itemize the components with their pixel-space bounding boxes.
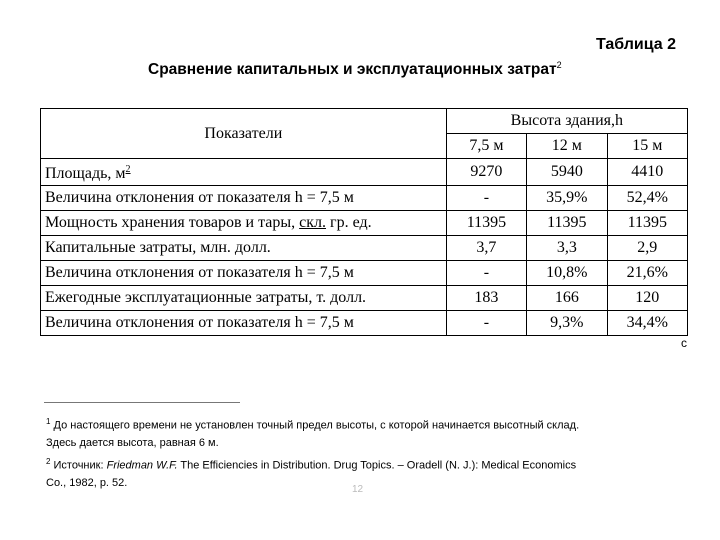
table-cell: 11395 — [446, 211, 526, 236]
footnotes — [46, 413, 686, 492]
row-label-sup: 2 — [125, 164, 131, 175]
table-row — [41, 159, 688, 186]
height-col-1: 7,5 м — [446, 134, 526, 159]
table-row — [41, 286, 688, 311]
table-cell: 11395 — [607, 211, 687, 236]
footnote-2-text: The Efficiencies in Distribution. Drug Topics. – Oradell (N. J.): Medical Economics — [177, 459, 577, 472]
table-cell: - — [446, 186, 526, 211]
footnote-2 — [46, 453, 686, 475]
row-label: Капитальные затраты, млн. долл. — [41, 236, 447, 261]
table-cell: 9,3% — [527, 311, 607, 336]
table-cell: 4410 — [607, 159, 687, 186]
title-footnote-ref: 2 — [556, 60, 562, 70]
table-cell: 10,8% — [527, 261, 607, 286]
row-label — [41, 211, 447, 236]
height-col-2: 12 м — [527, 134, 607, 159]
row-label: Величина отклонения от показателя h = 7,5 м — [41, 261, 447, 286]
row-label-underlined: скл. — [299, 214, 326, 231]
table-cell: 120 — [607, 286, 687, 311]
row-label: Величина отклонения от показателя h = 7,5 м — [41, 186, 447, 211]
footnote-1-mark: 1 — [46, 417, 51, 426]
table-cell: 11395 — [527, 211, 607, 236]
table-cell: 52,4% — [607, 186, 687, 211]
row-label-text: Площадь, м — [45, 165, 126, 182]
footnote-divider — [44, 402, 240, 403]
indicator-column-header: Показатели — [41, 109, 447, 159]
height-col-3: 15 м — [607, 134, 687, 159]
footnote-1 — [46, 413, 686, 435]
footnote-2-author: Friedman W.F. — [106, 459, 178, 472]
footnote-2-prefix: Источник: — [50, 459, 107, 472]
stray-mark: c — [681, 336, 687, 350]
table-cell: 183 — [446, 286, 526, 311]
table-row — [41, 236, 688, 261]
table-cell: 166 — [527, 286, 607, 311]
row-label — [41, 159, 447, 186]
table-cell: 5940 — [527, 159, 607, 186]
height-column-header: Высота здания,h — [446, 109, 687, 134]
row-label-post: гр. ед. — [326, 214, 372, 231]
table-cell: 35,9% — [527, 186, 607, 211]
table-cell: - — [446, 261, 526, 286]
row-label: Ежегодные эксплуатационные затраты, т. долл. — [41, 286, 447, 311]
footnote-1-text: До настоящего времени не установлен точный предел высоты, с которой начинается высотный склад. — [50, 419, 580, 432]
footnote-2-mark: 2 — [46, 456, 51, 466]
comparison-table — [40, 108, 688, 336]
table-row — [41, 311, 688, 336]
table-cell: 34,4% — [607, 311, 687, 336]
footnote-2-cont: Co., 1982, p. 52. — [46, 476, 128, 489]
table-cell: 2,9 — [607, 236, 687, 261]
table-cell: 21,6% — [607, 261, 687, 286]
row-label-pre: Мощность хранения товаров и тары, — [45, 214, 300, 231]
table-row — [41, 211, 688, 236]
table-row — [41, 186, 688, 211]
row-label: Величина отклонения от показателя h = 7,5 м — [41, 311, 447, 336]
page-number: 12 — [352, 484, 364, 495]
table-header-row — [41, 109, 688, 134]
footnote-1-cont: Здесь дается высота, равная 6 м. — [46, 437, 219, 450]
table-row — [41, 261, 688, 286]
table-cell: - — [446, 311, 526, 336]
table-cell: 3,3 — [527, 236, 607, 261]
table-title — [148, 60, 562, 79]
table-cell: 9270 — [446, 159, 526, 186]
table-cell: 3,7 — [446, 236, 526, 261]
table-label: Таблица 2 — [595, 36, 676, 53]
table-title-text: Сравнение капитальных и эксплуатационных затрат — [148, 61, 557, 79]
